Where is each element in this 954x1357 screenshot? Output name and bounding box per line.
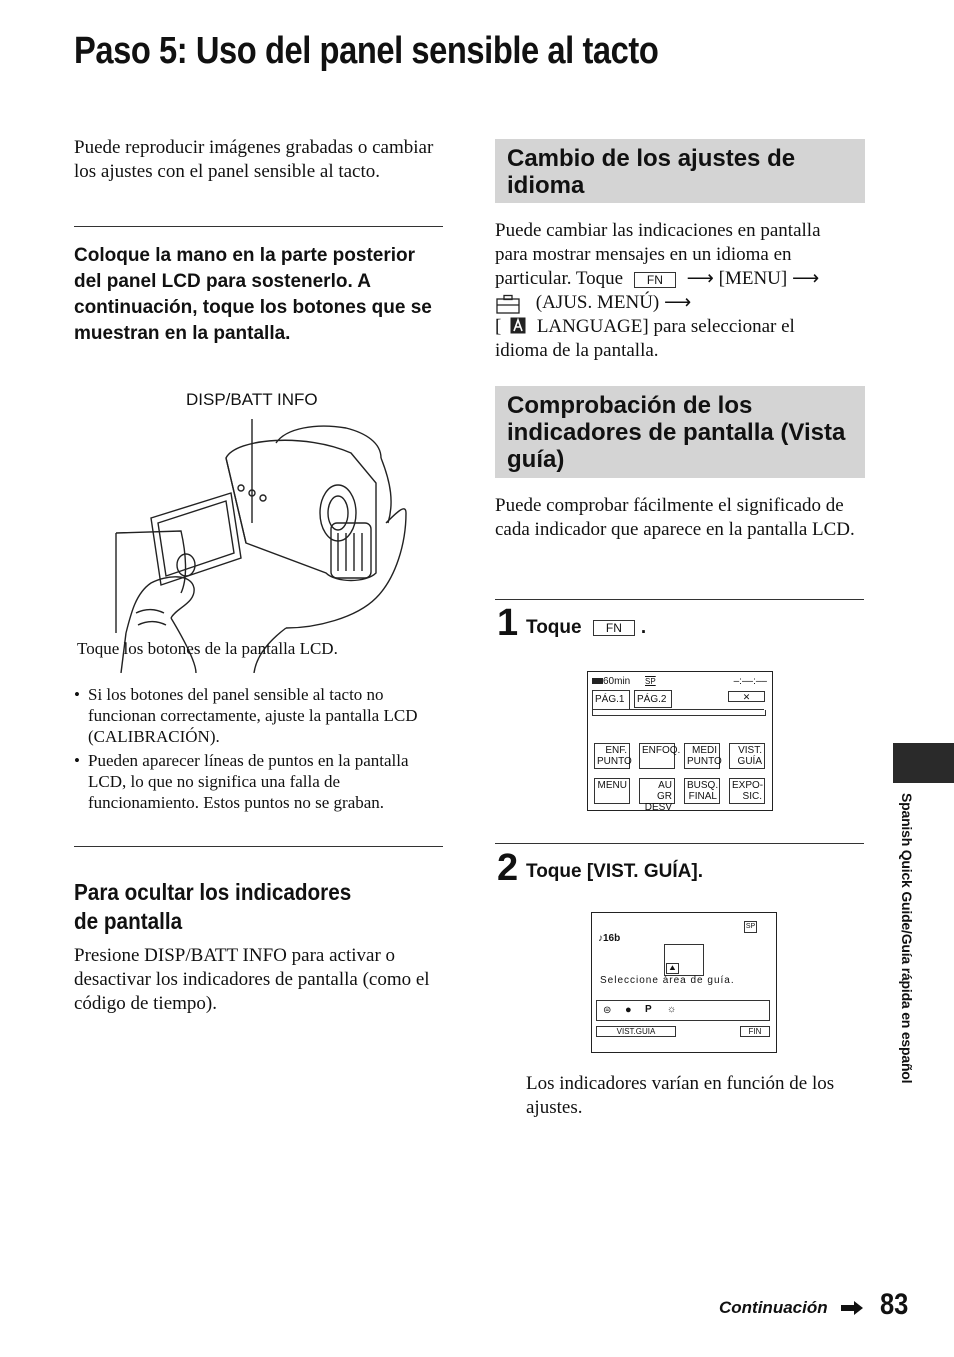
language-body: Puede cambiar las indicaciones en pantalla para mostrar mensajes en un idioma en particular. Toque FN ⟶ [MENU] ⟶ (AJUS. MENÚ) ⟶ [ LANGUAGE] para seleccionar el idioma de la pantalla. [495, 220, 821, 361]
divider [74, 846, 443, 847]
flash-icon: P [645, 1004, 652, 1015]
sp-mode-icon: SP [645, 677, 656, 686]
touch-button[interactable]: MENU [594, 778, 630, 804]
arrow-right-icon: ⟶ [664, 292, 692, 313]
battery-icon [592, 678, 603, 684]
language-heading: Cambio de los ajustes de idioma [495, 139, 865, 203]
disp-batt-info-callout: DISP/BATT INFO [186, 390, 318, 409]
divider [495, 843, 864, 844]
figure-caption: Toque los botones de la pantalla LCD. [77, 639, 338, 658]
page-title: Paso 5: Uso del panel sensible al tacto [74, 30, 659, 72]
tab-page-1[interactable]: PÁG.1 [592, 690, 630, 709]
page-number: 83 [880, 1288, 909, 1321]
step-number: 1 [497, 602, 519, 644]
touch-button[interactable]: EXPO- SIC. [729, 778, 765, 804]
list-item: • Pueden aparecer líneas de puntos en la pantalla LCD, lo que no significa una falla de funcionamiento. Estos puntos no se graban. [74, 751, 409, 812]
divider [495, 599, 864, 600]
lcd-screen-guide [591, 912, 777, 1053]
touch-button[interactable]: VIST. GUÍA [729, 743, 765, 769]
touch-button[interactable]: ENFOQ. [639, 743, 675, 769]
battery-status: 60min SP [592, 676, 656, 687]
step-1-text: Toque FN . [526, 617, 647, 638]
step-2-text: Toque [VIST. GUÍA]. [526, 861, 703, 882]
guide-heading: Comprobación de los indicadores de pantalla (Vista guía) [495, 386, 865, 478]
divider [74, 226, 443, 227]
touch-button[interactable]: ENF. PUNTO [594, 743, 630, 769]
guide-body: Puede comprobar fácilmente el significado de cada indicador que aparece en la pantalla LCD. [495, 495, 855, 540]
lcd-screen-menu [587, 671, 773, 811]
guide-prompt: Seleccione área de guía. [600, 975, 735, 986]
arrow-right-icon [840, 1300, 864, 1316]
camcorder-figure [76, 385, 446, 675]
touch-button[interactable]: AU GR DESV [639, 778, 675, 804]
program-ae-icon: ⊜ [603, 1005, 612, 1016]
photo-counter: ♪16b [598, 933, 621, 944]
arrow-right-icon: ⟶ [791, 268, 820, 289]
camcorder-illustration [76, 413, 446, 673]
list-item: • Si los botones del panel sensible al tacto no funcionan correctamente, ajuste la pantalla LCD (CALIBRACIÓN). [74, 685, 418, 746]
indicator-bar [596, 1000, 770, 1021]
side-label: Spanish Quick Guide/Guía rápida en español [899, 793, 915, 1084]
landscape-icon: ⛰ [666, 963, 679, 974]
continue-label: Continuación [719, 1298, 828, 1317]
intro-paragraph: Puede reproducir imágenes grabadas o cambiar los ajustes con el panel sensible al tacto. [74, 137, 434, 182]
fn-button-icon: FN [634, 272, 676, 288]
language-a-icon [510, 317, 526, 334]
time-counter: –:––:–– [733, 676, 767, 687]
toolbox-icon [495, 294, 521, 314]
touch-button[interactable]: MEDI PUNTO [684, 743, 720, 769]
vist-guia-button[interactable]: VIST.GUIA [596, 1026, 676, 1037]
arrow-right-icon: ⟶ [686, 268, 714, 289]
note-text: Los indicadores varían en función de los ajustes. [526, 1073, 835, 1118]
white-balance-icon: ☼ [667, 1004, 677, 1015]
instruction-text: Coloque la mano en la parte posterior del panel LCD para sostenerlo. A continuación, toque los botones que se muestran en la pantalla. [74, 245, 432, 344]
step-number: 2 [497, 847, 519, 889]
sp-mode-icon: SP [744, 921, 757, 933]
tab-page-2[interactable]: PÁG.2 [634, 690, 672, 708]
fn-button-icon: FN [593, 620, 635, 636]
close-button[interactable]: ✕ [728, 691, 765, 702]
music-note-icon: ♪ [598, 933, 603, 944]
face-icon: ● [625, 1004, 632, 1016]
touch-button[interactable]: BUSQ. FINAL [684, 778, 720, 804]
fin-button[interactable]: FIN [740, 1026, 770, 1037]
hide-indicators-heading: Para ocultar los indicadores de pantalla [74, 879, 352, 934]
hide-indicators-body: Presione DISP/BATT INFO para activar o desactivar los indicadores de pantalla (como el código de tiempo). [74, 945, 430, 1014]
side-tab-marker [893, 743, 954, 783]
